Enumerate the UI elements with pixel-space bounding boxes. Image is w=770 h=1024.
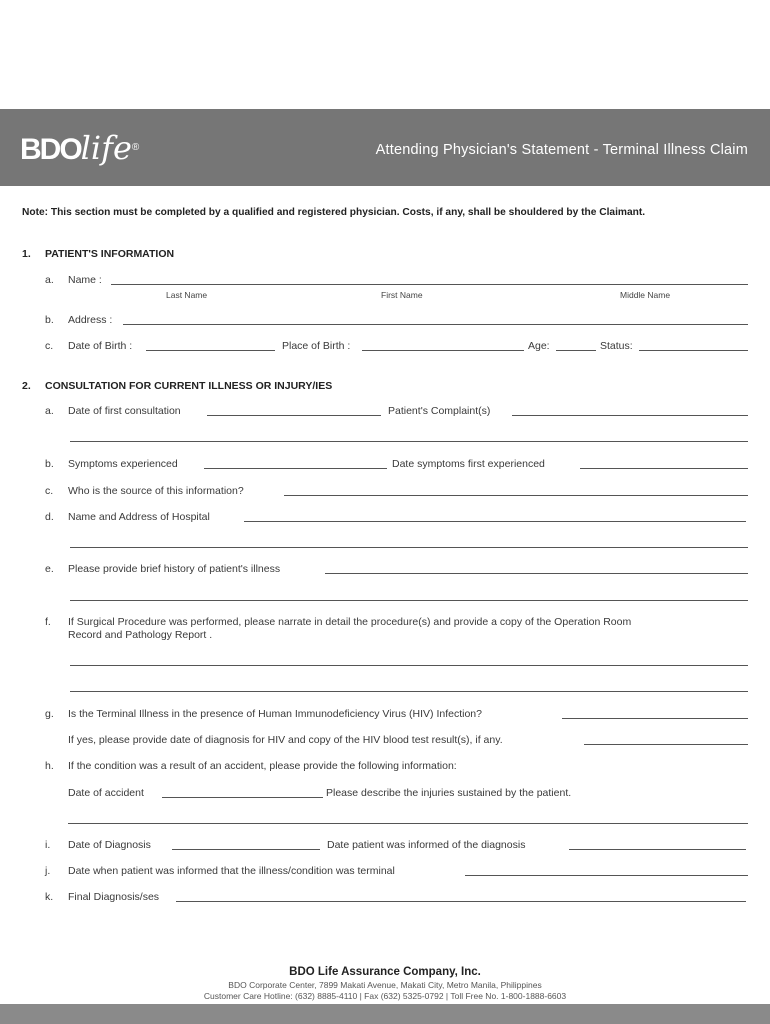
section1-title: PATIENT'S INFORMATION [45,248,175,260]
informed-diagnosis-label: Date patient was informed of the diagnosis [327,839,526,851]
injuries-label: Please describe the injuries sustained by the patient. [326,787,572,799]
diagnosis-date-label: Date of Diagnosis [68,839,151,851]
symptoms-field[interactable] [204,468,387,469]
first-name-caption: First Name [381,290,423,300]
name-field[interactable] [111,284,748,285]
form-title: Attending Physician's Statement - Terminal Illness Claim [375,142,748,158]
status-field[interactable] [639,350,748,351]
symptoms-date-label: Date symptoms first experienced [392,458,545,470]
accident-label: If the condition was a result of an accident, please provide the following information: [68,760,457,772]
surgical-label-line1: If Surgical Procedure was performed, please narrate in detail the procedure(s) and provide a copy of the Operation Room [68,616,632,628]
symptoms-date-field[interactable] [580,468,748,469]
hiv-label: Is the Terminal Illness in the presence of Human Immunodeficiency Virus (HIV) Infection? [68,708,482,720]
hospital-field-line2[interactable] [70,547,748,548]
history-field-line2[interactable] [70,600,748,601]
s1-a-letter: a. [45,274,54,286]
complaint-label: Patient's Complaint(s) [388,405,491,417]
s2-b-letter: b. [45,458,54,470]
middle-name-caption: Middle Name [620,290,671,300]
pob-label: Place of Birth : [282,340,351,352]
section2-number: 2. [22,380,31,392]
bdo-life-logo: BDOlife® [20,129,140,167]
section2-title: CONSULTATION FOR CURRENT ILLNESS OR INJURY/IES [45,380,333,392]
s2-a-letter: a. [45,405,54,417]
s2-f-letter: f. [45,616,51,628]
s2-j-letter: j. [45,865,51,877]
hospital-field[interactable] [244,521,746,522]
surgical-field-line2[interactable] [70,691,748,692]
dob-label: Date of Birth : [68,340,133,352]
terminal-informed-field[interactable] [465,875,748,876]
first-consultation-label: Date of first consultation [68,405,181,417]
history-label: Please provide brief history of patient's illness [68,563,281,575]
note: Note: This section must be completed by a qualified and registered physician. Costs, if any, shall be shouldered by the Claimant. [22,207,646,218]
complaint-field[interactable] [512,415,748,416]
informed-diagnosis-field[interactable] [569,849,746,850]
hospital-label: Name and Address of Hospital [68,511,210,523]
age-field[interactable] [556,350,596,351]
complaint-field-line2[interactable] [70,441,748,442]
hiv-yes-label: If yes, please provide date of diagnosis for HIV and copy of the HIV blood test result(s), if any. [68,734,503,746]
accident-date-field[interactable] [162,797,323,798]
surgical-field-line1[interactable] [70,665,748,666]
s2-i-letter: i. [45,839,51,851]
s1-b-letter: b. [45,314,54,326]
status-label: Status: [600,340,633,352]
name-label: Name : [68,274,102,286]
hiv-diagnosis-field[interactable] [584,744,748,745]
address-label: Address : [68,314,113,326]
age-label: Age: [528,340,550,352]
terminal-informed-label: Date when patient was informed that the illness/condition was terminal [68,865,395,877]
dob-field[interactable] [146,350,275,351]
last-name-caption: Last Name [166,290,208,300]
footer-address: BDO Corporate Center, 7899 Makati Avenue, Makati City, Metro Manila, Philippines [228,980,542,990]
surgical-label-line2: Record and Pathology Report . [68,629,213,641]
s2-d-letter: d. [45,511,54,523]
s2-h-letter: h. [45,760,54,772]
source-field[interactable] [284,495,748,496]
section1-number: 1. [22,248,31,260]
footer-company: BDO Life Assurance Company, Inc. [289,966,481,978]
footer-bar [0,1004,770,1024]
pob-field[interactable] [362,350,524,351]
s1-c-letter: c. [45,340,54,352]
diagnosis-date-field[interactable] [172,849,320,850]
source-label: Who is the source of this information? [68,485,244,497]
accident-date-label: Date of accident [68,787,144,799]
final-diagnosis-label: Final Diagnosis/ses [68,891,160,903]
s2-k-letter: k. [45,891,54,903]
s2-g-letter: g. [45,708,54,720]
first-consultation-field[interactable] [207,415,381,416]
history-field[interactable] [325,573,748,574]
symptoms-label: Symptoms experienced [68,458,178,470]
footer-hotline: Customer Care Hotline: (632) 8885-4110 | Fax (632) 5325-0792 | Toll Free No. 1-800-1888-6603 [203,991,567,1001]
address-field[interactable] [123,324,748,325]
s2-e-letter: e. [45,563,54,575]
final-diagnosis-field[interactable] [176,901,746,902]
injuries-field[interactable] [68,823,748,824]
s2-c-letter: c. [45,485,54,497]
hiv-field[interactable] [562,718,748,719]
